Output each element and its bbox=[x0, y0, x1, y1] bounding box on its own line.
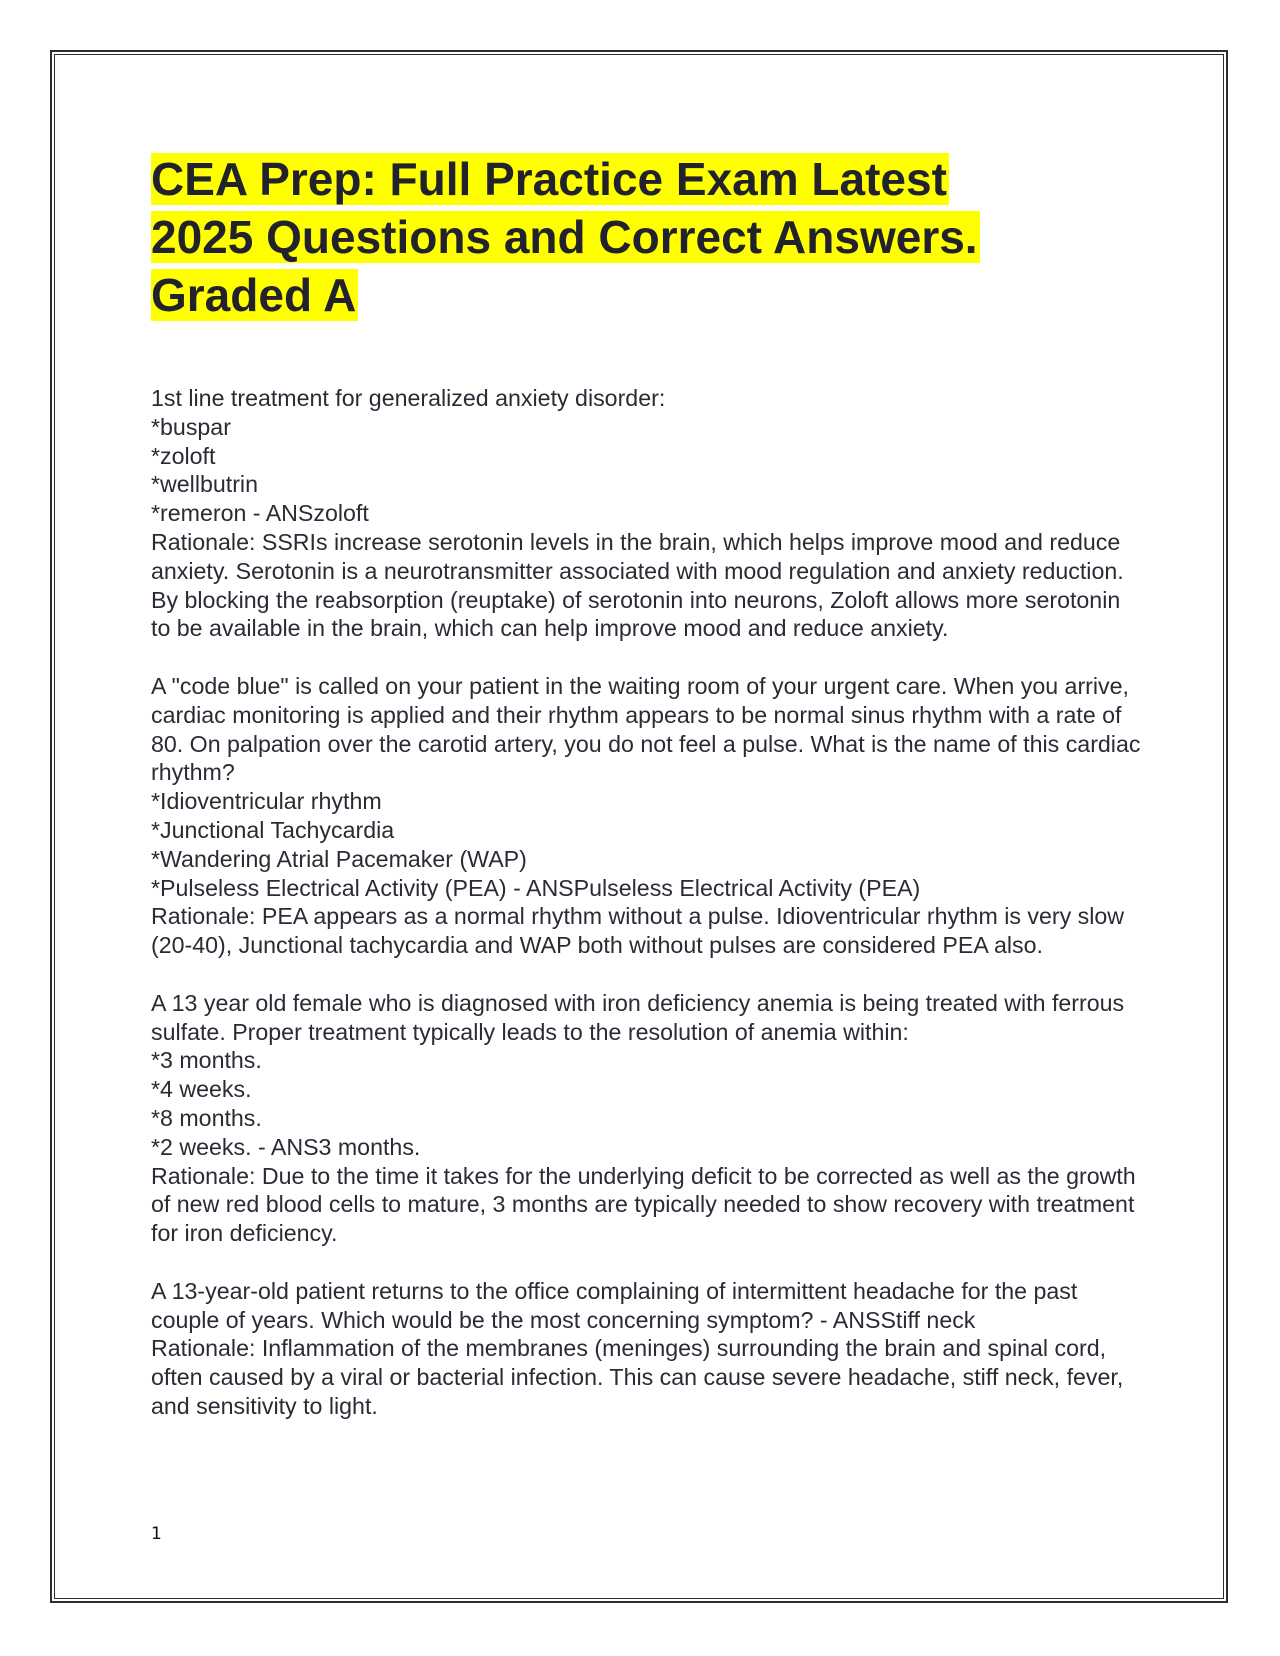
question-block bbox=[151, 989, 1141, 1248]
answer-option: *buspar bbox=[151, 413, 231, 440]
rationale-text: Rationale: SSRIs increase serotonin levels in the brain, which helps improve mood and reduce anxiety. Serotonin is a neurotransmitter associated with mood regulation and anxiety reduction. By blocking the reabsorption (reuptake) of serotonin into neurons, Zoloft allows more serotonin to be available in the brain, which can help improve mood and reduce anxiety. bbox=[151, 528, 1124, 642]
answer-option: *2 weeks. - ANS3 months. bbox=[151, 1133, 421, 1160]
question-text: A "code blue" is called on your patient in the waiting room of your urgent care. When you arrive, cardiac monitoring is applied and their rhythm appears to be normal sinus rhythm with a rate of 80. On palpation over the carotid artery, you do not feel a pulse. What is the name of this cardiac rhythm? bbox=[151, 672, 1141, 786]
answer-option: *Pulseless Electrical Activity (PEA) - ANSPulseless Electrical Activity (PEA) bbox=[151, 874, 921, 901]
question-block bbox=[151, 672, 1141, 960]
title-line: CEA Prep: Full Practice Exam Latest bbox=[151, 153, 947, 205]
title-line: Graded A bbox=[151, 269, 357, 321]
document-title bbox=[151, 150, 1141, 324]
document-body bbox=[151, 150, 1141, 1449]
question-block bbox=[151, 384, 1141, 643]
rationale-text: Rationale: PEA appears as a normal rhythm without a pulse. Idioventricular rhythm is very slow (20-40), Junctional tachycardia and WAP both without pulses are considered PEA also. bbox=[151, 903, 1125, 959]
question-block bbox=[151, 1277, 1141, 1421]
question-text: 1st line treatment for generalized anxiety disorder: bbox=[151, 385, 666, 411]
question-text: A 13 year old female who is diagnosed with iron deficiency anemia is being treated with ferrous sulfate. Proper treatment typically leads to the resolution of anemia within: bbox=[151, 989, 1125, 1045]
answer-option: *8 months. bbox=[151, 1104, 262, 1131]
answer-option: *4 weeks. bbox=[151, 1076, 252, 1103]
question-list bbox=[151, 384, 1141, 1421]
rationale-text: Rationale: Inflammation of the membranes (meninges) surrounding the brain and spinal cord, often caused by a viral or bacterial infection. This can cause severe headache, stiff neck, fever, and sensitivity to light. bbox=[151, 1335, 1124, 1419]
rationale-text: Rationale: Due to the time it takes for the underlying deficit to be corrected as well as the growth of new red blood cells to mature, 3 months are typically needed to show recovery with treatment for iron deficiency. bbox=[151, 1162, 1136, 1247]
question-text: A 13-year-old patient returns to the office complaining of intermittent headache for the past couple of years. Which would be the most concerning symptom? - ANSStiff neck bbox=[151, 1277, 1078, 1333]
answer-option: *remeron - ANSzoloft bbox=[151, 500, 369, 527]
answer-option: *Idioventricular rhythm bbox=[151, 788, 382, 815]
page-number: 1 bbox=[151, 1524, 162, 1544]
answer-option: *Wandering Atrial Pacemaker (WAP) bbox=[151, 845, 527, 872]
answer-option: *wellbutrin bbox=[151, 471, 258, 498]
answer-option: *3 months. bbox=[151, 1047, 262, 1074]
title-line: 2025 Questions and Correct Answers. bbox=[151, 211, 978, 263]
answer-option: *Junctional Tachycardia bbox=[151, 816, 395, 843]
answer-option: *zoloft bbox=[151, 442, 216, 469]
